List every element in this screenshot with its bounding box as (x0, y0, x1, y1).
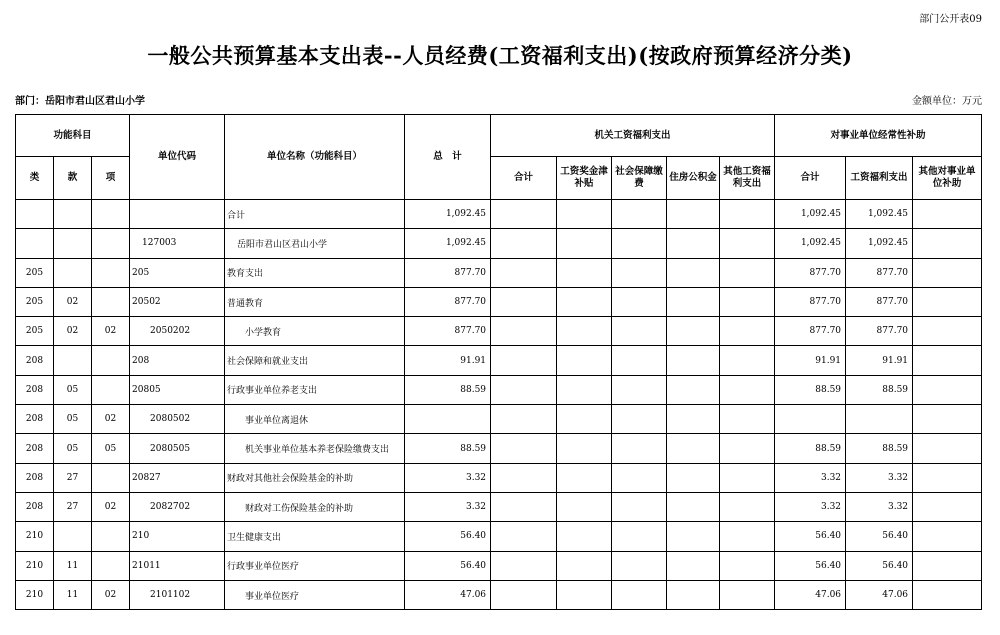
cell-inst-other-subsidy (913, 200, 982, 229)
table-row (16, 258, 982, 287)
cell-org-other-welfare (720, 229, 775, 258)
cell-org-other-welfare (720, 317, 775, 346)
cell-inst-subtotal: 47.06 (775, 580, 846, 609)
table-row (16, 405, 982, 434)
cell-inst-salary-welfare: 47.06 (846, 580, 913, 609)
cell-org-housing-fund (667, 492, 720, 521)
cell-total: 3.32 (405, 463, 491, 492)
cell-kuan (54, 200, 92, 229)
cell-inst-other-subsidy (913, 375, 982, 404)
cell-unit-code: 2080505 (130, 434, 225, 463)
cell-kuan: 27 (54, 463, 92, 492)
cell-org-social-security (612, 258, 667, 287)
cell-org-housing-fund (667, 551, 720, 580)
cell-inst-subtotal: 1,092.45 (775, 229, 846, 258)
cell-org-subtotal (491, 317, 557, 346)
cell-lei: 208 (16, 434, 54, 463)
cell-org-other-welfare (720, 200, 775, 229)
table-row (16, 375, 982, 404)
cell-xiang: 02 (92, 580, 130, 609)
cell-total (405, 405, 491, 434)
cell-org-subtotal (491, 346, 557, 375)
cell-org-social-security (612, 346, 667, 375)
cell-total: 56.40 (405, 522, 491, 551)
table-row (16, 551, 982, 580)
cell-org-social-security (612, 405, 667, 434)
cell-org-housing-fund (667, 580, 720, 609)
header-kuan: 款 (54, 157, 92, 200)
cell-org-other-welfare (720, 522, 775, 551)
table-row (16, 200, 982, 229)
cell-inst-other-subsidy (913, 522, 982, 551)
cell-org-subtotal (491, 463, 557, 492)
cell-total: 91.91 (405, 346, 491, 375)
table-row (16, 463, 982, 492)
cell-total: 877.70 (405, 287, 491, 316)
cell-org-other-welfare (720, 346, 775, 375)
cell-org-social-security (612, 287, 667, 316)
department-label: 部门：岳阳市君山区君山小学 (15, 96, 145, 107)
cell-org-subtotal (491, 580, 557, 609)
header-org-wages-allowances: 工资奖金津补贴 (557, 157, 612, 200)
cell-xiang (92, 287, 130, 316)
table-row (16, 492, 982, 521)
cell-org-subtotal (491, 229, 557, 258)
cell-inst-subtotal: 56.40 (775, 522, 846, 551)
cell-org-subtotal (491, 405, 557, 434)
header-org-other-welfare: 其他工资福利支出 (720, 157, 775, 200)
cell-inst-subtotal: 56.40 (775, 551, 846, 580)
cell-unit-code: 21011 (130, 551, 225, 580)
cell-kuan (54, 258, 92, 287)
cell-unit-name: 岳阳市君山区君山小学 (225, 229, 405, 258)
cell-unit-code: 208 (130, 346, 225, 375)
cell-org-other-welfare (720, 463, 775, 492)
cell-org-social-security (612, 463, 667, 492)
cell-inst-subtotal: 877.70 (775, 287, 846, 316)
cell-unit-name: 社会保障和就业支出 (225, 346, 405, 375)
cell-xiang (92, 551, 130, 580)
cell-inst-other-subsidy (913, 405, 982, 434)
cell-kuan: 02 (54, 287, 92, 316)
cell-inst-salary-welfare: 91.91 (846, 346, 913, 375)
cell-inst-other-subsidy (913, 258, 982, 287)
cell-unit-code: 2050202 (130, 317, 225, 346)
cell-kuan: 05 (54, 434, 92, 463)
page-title: 一般公共预算基本支出表--人员经费(工资福利支出)(按政府预算经济分类) (147, 43, 853, 68)
cell-kuan (54, 346, 92, 375)
cell-org-social-security (612, 522, 667, 551)
cell-lei (16, 200, 54, 229)
cell-org-wages-allowances (557, 551, 612, 580)
cell-unit-code (130, 200, 225, 229)
cell-unit-code: 20502 (130, 287, 225, 316)
cell-inst-subtotal: 877.70 (775, 317, 846, 346)
cell-org-subtotal (491, 287, 557, 316)
cell-lei: 205 (16, 317, 54, 346)
cell-inst-subtotal (775, 405, 846, 434)
cell-total: 1,092.45 (405, 229, 491, 258)
cell-inst-other-subsidy (913, 463, 982, 492)
cell-inst-other-subsidy (913, 434, 982, 463)
cell-inst-subtotal: 88.59 (775, 434, 846, 463)
table-row (16, 317, 982, 346)
cell-unit-name: 事业单位医疗 (225, 580, 405, 609)
cell-lei: 208 (16, 492, 54, 521)
cell-unit-name: 普通教育 (225, 287, 405, 316)
cell-xiang (92, 258, 130, 287)
cell-total: 877.70 (405, 317, 491, 346)
cell-inst-other-subsidy (913, 551, 982, 580)
cell-unit-code: 20805 (130, 375, 225, 404)
cell-unit-name: 财政对工伤保险基金的补助 (225, 492, 405, 521)
budget-table (15, 114, 982, 610)
cell-inst-subtotal: 1,092.45 (775, 200, 846, 229)
cell-kuan: 11 (54, 580, 92, 609)
cell-inst-other-subsidy (913, 346, 982, 375)
cell-org-social-security (612, 492, 667, 521)
cell-inst-salary-welfare: 877.70 (846, 317, 913, 346)
cell-org-wages-allowances (557, 287, 612, 316)
cell-org-other-welfare (720, 375, 775, 404)
cell-unit-name: 行政事业单位医疗 (225, 551, 405, 580)
cell-org-wages-allowances (557, 463, 612, 492)
cell-org-housing-fund (667, 375, 720, 404)
cell-xiang (92, 200, 130, 229)
cell-kuan: 05 (54, 405, 92, 434)
cell-xiang (92, 346, 130, 375)
cell-inst-salary-welfare: 56.40 (846, 522, 913, 551)
cell-inst-subtotal: 91.91 (775, 346, 846, 375)
cell-inst-subtotal: 877.70 (775, 258, 846, 287)
cell-inst-other-subsidy (913, 492, 982, 521)
cell-inst-subtotal: 3.32 (775, 463, 846, 492)
cell-unit-code: 205 (130, 258, 225, 287)
cell-total: 3.32 (405, 492, 491, 521)
cell-inst-salary-welfare: 1,092.45 (846, 200, 913, 229)
cell-org-wages-allowances (557, 375, 612, 404)
cell-org-other-welfare (720, 551, 775, 580)
cell-lei (16, 229, 54, 258)
header-institution-subsidy-group: 对事业单位经常性补助 (775, 115, 982, 157)
cell-inst-salary-welfare: 1,092.45 (846, 229, 913, 258)
cell-inst-subtotal: 3.32 (775, 492, 846, 521)
cell-org-subtotal (491, 258, 557, 287)
cell-inst-salary-welfare: 877.70 (846, 287, 913, 316)
cell-unit-name: 机关事业单位基本养老保险缴费支出 (225, 434, 405, 463)
cell-org-wages-allowances (557, 522, 612, 551)
cell-org-wages-allowances (557, 492, 612, 521)
cell-unit-code: 2080502 (130, 405, 225, 434)
cell-lei: 210 (16, 522, 54, 551)
table-row (16, 434, 982, 463)
header-function-subject: 功能科目 (16, 115, 130, 157)
cell-unit-code: 2101102 (130, 580, 225, 609)
cell-org-housing-fund (667, 258, 720, 287)
table-number-label: 部门公开表09 (919, 14, 982, 25)
amount-unit-label: 金额单位：万元 (912, 96, 982, 107)
cell-inst-salary-welfare: 3.32 (846, 463, 913, 492)
cell-org-other-welfare (720, 434, 775, 463)
cell-unit-name: 财政对其他社会保险基金的补助 (225, 463, 405, 492)
header-org-subtotal: 合计 (491, 157, 557, 200)
cell-org-wages-allowances (557, 317, 612, 346)
header-unit-code: 单位代码 (130, 115, 225, 200)
cell-lei: 208 (16, 463, 54, 492)
cell-org-wages-allowances (557, 200, 612, 229)
cell-org-social-security (612, 434, 667, 463)
table-row (16, 522, 982, 551)
cell-org-subtotal (491, 492, 557, 521)
header-org-salary-group: 机关工资福利支出 (491, 115, 775, 157)
cell-org-housing-fund (667, 317, 720, 346)
cell-xiang (92, 463, 130, 492)
cell-lei: 205 (16, 258, 54, 287)
cell-org-other-welfare (720, 405, 775, 434)
cell-org-social-security (612, 580, 667, 609)
cell-xiang (92, 229, 130, 258)
cell-lei: 208 (16, 375, 54, 404)
cell-total: 88.59 (405, 375, 491, 404)
cell-inst-salary-welfare: 88.59 (846, 375, 913, 404)
cell-unit-name: 事业单位离退休 (225, 405, 405, 434)
cell-xiang: 02 (92, 492, 130, 521)
table-row (16, 229, 982, 258)
cell-org-housing-fund (667, 200, 720, 229)
cell-kuan: 02 (54, 317, 92, 346)
header-xiang: 项 (92, 157, 130, 200)
cell-total: 877.70 (405, 258, 491, 287)
cell-total: 88.59 (405, 434, 491, 463)
header-lei: 类 (16, 157, 54, 200)
cell-unit-name: 教育支出 (225, 258, 405, 287)
cell-inst-salary-welfare: 88.59 (846, 434, 913, 463)
cell-kuan: 11 (54, 551, 92, 580)
cell-unit-code: 2082702 (130, 492, 225, 521)
cell-org-wages-allowances (557, 346, 612, 375)
cell-lei: 208 (16, 405, 54, 434)
cell-kuan: 05 (54, 375, 92, 404)
cell-unit-code: 127003 (130, 229, 225, 258)
cell-org-other-welfare (720, 580, 775, 609)
cell-unit-name: 行政事业单位养老支出 (225, 375, 405, 404)
cell-org-housing-fund (667, 434, 720, 463)
header-inst-subtotal: 合计 (775, 157, 846, 200)
cell-unit-code: 210 (130, 522, 225, 551)
cell-inst-salary-welfare: 877.70 (846, 258, 913, 287)
cell-xiang (92, 522, 130, 551)
header-unit-name: 单位名称（功能科目） (225, 115, 405, 200)
cell-org-social-security (612, 551, 667, 580)
cell-xiang (92, 375, 130, 404)
cell-org-subtotal (491, 434, 557, 463)
cell-org-housing-fund (667, 346, 720, 375)
cell-inst-salary-welfare: 56.40 (846, 551, 913, 580)
cell-lei: 210 (16, 551, 54, 580)
cell-xiang: 05 (92, 434, 130, 463)
cell-org-other-welfare (720, 258, 775, 287)
header-inst-other-subsidy: 其他对事业单位补助 (913, 157, 982, 200)
cell-org-housing-fund (667, 405, 720, 434)
cell-org-housing-fund (667, 229, 720, 258)
cell-inst-subtotal: 88.59 (775, 375, 846, 404)
cell-org-housing-fund (667, 287, 720, 316)
cell-org-wages-allowances (557, 434, 612, 463)
cell-kuan (54, 229, 92, 258)
cell-org-social-security (612, 200, 667, 229)
table-row (16, 580, 982, 609)
cell-unit-name: 小学教育 (225, 317, 405, 346)
cell-inst-salary-welfare: 3.32 (846, 492, 913, 521)
cell-unit-name: 合计 (225, 200, 405, 229)
cell-inst-other-subsidy (913, 317, 982, 346)
cell-org-housing-fund (667, 463, 720, 492)
cell-total: 1,092.45 (405, 200, 491, 229)
cell-org-other-welfare (720, 492, 775, 521)
cell-unit-name: 卫生健康支出 (225, 522, 405, 551)
cell-inst-other-subsidy (913, 229, 982, 258)
cell-inst-other-subsidy (913, 580, 982, 609)
cell-lei: 205 (16, 287, 54, 316)
cell-xiang: 02 (92, 405, 130, 434)
cell-org-social-security (612, 375, 667, 404)
table-row (16, 287, 982, 316)
cell-org-wages-allowances (557, 229, 612, 258)
cell-org-wages-allowances (557, 405, 612, 434)
cell-lei: 208 (16, 346, 54, 375)
cell-xiang: 02 (92, 317, 130, 346)
cell-org-subtotal (491, 200, 557, 229)
cell-total: 47.06 (405, 580, 491, 609)
cell-inst-salary-welfare (846, 405, 913, 434)
cell-kuan (54, 522, 92, 551)
cell-lei: 210 (16, 580, 54, 609)
cell-org-social-security (612, 229, 667, 258)
table-row (16, 346, 982, 375)
cell-total: 56.40 (405, 551, 491, 580)
cell-unit-code: 20827 (130, 463, 225, 492)
header-org-social-security: 社会保障缴费 (612, 157, 667, 200)
cell-inst-other-subsidy (913, 287, 982, 316)
cell-org-wages-allowances (557, 258, 612, 287)
cell-org-wages-allowances (557, 580, 612, 609)
cell-org-social-security (612, 317, 667, 346)
cell-org-other-welfare (720, 287, 775, 316)
cell-org-subtotal (491, 522, 557, 551)
header-inst-salary-welfare: 工资福利支出 (846, 157, 913, 200)
cell-org-subtotal (491, 375, 557, 404)
cell-org-subtotal (491, 551, 557, 580)
cell-org-housing-fund (667, 522, 720, 551)
cell-kuan: 27 (54, 492, 92, 521)
header-org-housing-fund: 住房公积金 (667, 157, 720, 200)
header-total: 总 计 (405, 115, 491, 200)
